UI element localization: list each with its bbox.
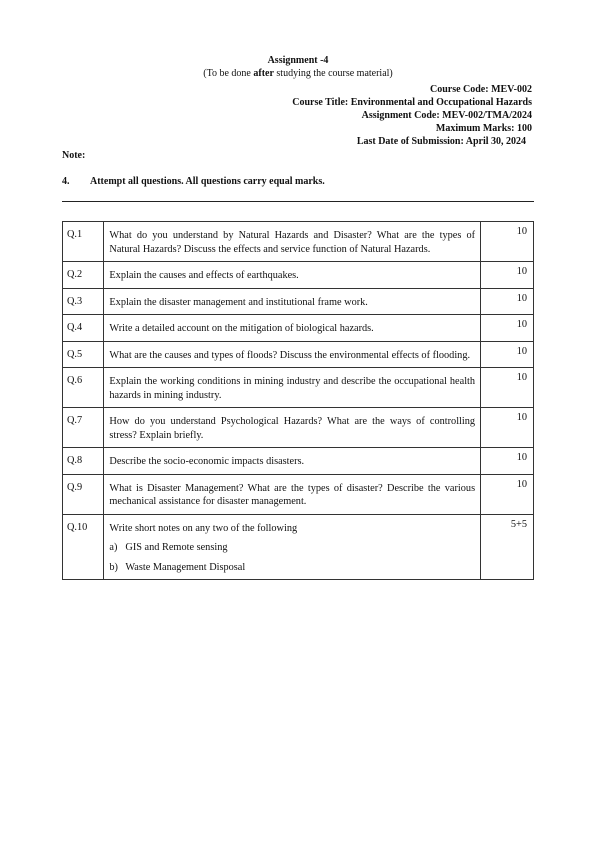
question-number: Q.10 — [63, 514, 104, 580]
question-marks: 10 — [481, 222, 534, 262]
sub-item — [109, 541, 475, 555]
question-text: How do you understand Psychological Hazards? What are the ways of controlling stress? Explain briefly. — [104, 408, 481, 448]
last-date: Last Date of Submission: April 30, 2024 — [356, 136, 526, 147]
question-number: Q.8 — [63, 448, 104, 475]
table-row — [63, 408, 534, 448]
question-text: Explain the working conditions in mining industry and describe the occupational health hazards in mining industry. — [104, 368, 481, 408]
question-text: What are the causes and types of floods? Discuss the environmental effects of flooding. — [104, 341, 481, 368]
course-title: Course Title: Environmental and Occupational Hazards — [292, 97, 532, 108]
question-number: Q.5 — [63, 341, 104, 368]
divider — [62, 201, 534, 202]
table-row — [63, 315, 534, 342]
sub-item-label: b) — [109, 561, 118, 573]
maximum-marks: Maximum Marks: 100 — [435, 123, 532, 134]
question-text: Explain the disaster management and institutional frame work. — [104, 288, 481, 315]
instruction-text: Attempt all questions. All questions carry equal marks. — [90, 176, 325, 187]
question-marks: 10 — [481, 474, 534, 514]
question-number: Q.1 — [63, 222, 104, 262]
question-number: Q.2 — [63, 262, 104, 289]
question-text: What is Disaster Management? What are the types of disaster? Describe the various mechanical assistance for disaster management. — [104, 474, 481, 514]
question-marks: 10 — [481, 408, 534, 448]
table-row — [63, 288, 534, 315]
question-number: Q.3 — [63, 288, 104, 315]
instruction — [62, 176, 325, 187]
table-row — [63, 368, 534, 408]
question-marks: 10 — [481, 262, 534, 289]
table-row — [63, 222, 534, 262]
table-row — [63, 262, 534, 289]
question-text-cell — [104, 514, 481, 580]
questions-table — [62, 221, 534, 580]
question-text: Write a detailed account on the mitigation of biological hazards. — [104, 315, 481, 342]
subtitle-post: studying the course material) — [273, 68, 393, 79]
course-meta — [292, 83, 532, 148]
question-text: What do you understand by Natural Hazards and Disaster? What are the types of Natural Hazards? Discuss the effects and service function of Natural Hazards. — [104, 222, 481, 262]
question-number: Q.4 — [63, 315, 104, 342]
table-row — [63, 341, 534, 368]
assignment-title: Assignment -4 — [267, 55, 329, 66]
table-row — [63, 514, 534, 580]
question-number: Q.7 — [63, 408, 104, 448]
sub-item-label: a) — [109, 542, 118, 553]
question-number: Q.6 — [63, 368, 104, 408]
assignment-subtitle — [0, 68, 596, 79]
sub-item-text: GIS and Remote sensing — [125, 542, 228, 553]
subtitle-bold: after — [253, 68, 274, 79]
question-text: Write short notes on any two of the following — [109, 522, 298, 534]
question-marks: 10 — [481, 288, 534, 315]
question-marks: 10 — [481, 448, 534, 475]
table-row — [63, 448, 534, 475]
instruction-number: 4. — [62, 176, 70, 187]
sub-item-text: Waste Management Disposal — [125, 561, 246, 573]
question-text: Describe the socio-economic impacts disasters. — [104, 448, 481, 475]
course-code: Course Code: MEV-002 — [429, 84, 532, 95]
note-label: Note: — [62, 150, 86, 161]
assignment-code: Assignment Code: MEV-002/TMA/2024 — [361, 110, 532, 121]
subtitle-pre: (To be done — [203, 68, 254, 79]
question-marks: 10 — [481, 341, 534, 368]
question-marks: 10 — [481, 368, 534, 408]
question-text: Explain the causes and effects of earthquakes. — [104, 262, 481, 289]
question-number: Q.9 — [63, 474, 104, 514]
question-marks: 10 — [481, 315, 534, 342]
sub-item — [109, 561, 475, 575]
question-marks: 5+5 — [481, 514, 534, 580]
table-row — [63, 474, 534, 514]
